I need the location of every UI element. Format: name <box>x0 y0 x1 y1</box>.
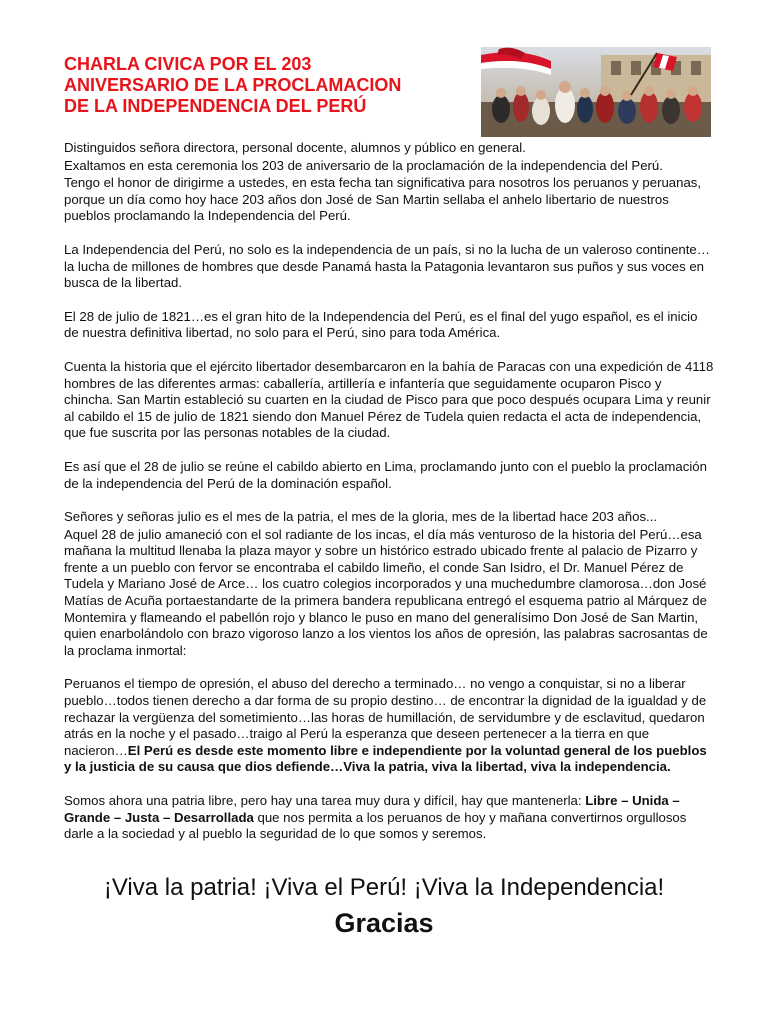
paragraph-honor: Tengo el honor de dirigirme a ustedes, en esta fecha tan significativa para nosotros los peruanos y peruanas, porque un día como hoy hace 203 años don José de San Martin sellaba el anhelo libertario de nuestros pueblos proclamando la Independencia del Perú. <box>64 175 702 224</box>
proclama-text: Peruanos el tiempo de opresión, el abuso del derecho a terminado… no vengo a conquistar, si no a liberar pueblo…todos tienen derecho a dar forma de su propio destino… de encontrar la dignidad de la igualdad y de rechazar la vergüenza del sometimiento…las horas de humillación, de servidumbre y de esclavitud, quedaron atrás en la noche y el pasado…traigo al Perú la esperanza que deseen pertenecer a la tierra en que nacieron… <box>64 676 707 758</box>
closing-viva: ¡Viva la patria! ¡Viva el Perú! ¡Viva la Independencia! <box>103 874 665 901</box>
paragraph-patria-libre <box>64 793 714 843</box>
title-line-1: CHARLA CIVICA POR EL 203 <box>64 54 312 74</box>
title-line-2: ANIVERSARIO DE LA PROCLAMACION <box>64 75 402 95</box>
paragraph-proclama <box>64 676 714 776</box>
document-title <box>64 54 464 117</box>
paragraph-independencia: La Independencia del Perú, no solo es la independencia de un país, si no la lucha de un valeroso continente… la lucha de millones de hombres que desde Panamá hasta la Patagonia levantaron sus puños y sus voces en busca de la libertad. <box>64 241 710 291</box>
paragraph-aquel-28: Aquel 28 de julio amaneció con el sol radiante de los incas, el día más venturoso de la historia del Perú…esa mañana la multitud llenaba la plaza mayor y sobre un histórico estrado ubicado frente al palacio de Pizarro y frente a un pueblo con fervor se encontraba el cabildo limeño, el conde San Isidro, el Dr. Manuel Pérez de Tudela y Mariano José de Arce… los cuatro colegios incorporados y una muchedumbre clamorosa…don José Matías de Acuña portaestandarte de la primera bandera republicana entregó el esquema patrio al Márquez de Montemira y flameando el pabellón rojo y blanco le puso en mano del generalísimo Don José de San Martin, quien enarbolándolo con brazo vigoroso lanzo a los vientos los años de opresión, las palabras sacrosantas de la proclama inmortal: <box>64 526 708 658</box>
proclama-bold-text: El Perú es desde este momento libre e independiente por la voluntad general de los pueblos y la justicia de su causa que dios defiende…Viva la patria, viva la libertad, viva la independencia. <box>64 742 707 775</box>
paragraph-exaltamos: Exaltamos en esta ceremonia los 203 de aniversario de la proclamación de la independencia del Perú. <box>64 157 663 173</box>
title-line-3: DE LA INDEPENDENCIA DEL PERÚ <box>64 96 367 116</box>
paragraph-28-julio: El 28 de julio de 1821…es el gran hito de la Independencia del Perú, es el final del yugo español, es el inicio de nuestra definitiva libertad, no solo para el Perú, sino para toda América. <box>64 308 698 341</box>
patria-libre-text-a: Somos ahora una patria libre, pero hay una tarea muy dura y difícil, hay que mantenerla: <box>64 793 586 808</box>
patria-libre-text-b: que nos permita a los peruanos de hoy y mañana convertirnos orgullosos darle a la sociedad y al pueblo la seguridad de lo que somos y seremos. <box>64 809 687 842</box>
paragraph-historia: Cuenta la historia que el ejército libertador desembarcaron en la bahía de Paracas con una expedición de 4118 hombres de las diferentes armas: caballería, artillería e infantería que seguidamente ocuparon Pisco y chincha. San Martin estableció su cuarten en la ciudad de Pisco para que poco después ocupara Lima y reunir al cabildo el 15 de julio de 1821 siendo don Manuel Pérez de Tudela quien redacta el acta de independencia, que fue suscrita por las personas notables de la ciudad. <box>64 358 714 441</box>
speech-body <box>64 140 714 843</box>
paragraph-mes-patria: Señores y señoras julio es el mes de la patria, el mes de la gloria, mes de la libertad hace 203 años... <box>64 509 658 525</box>
patria-libre-bold-values: Libre – Unida –Grande – Justa – Desarrollada <box>64 793 680 825</box>
paragraph-greeting: Distinguidos señora directora, personal docente, alumnos y público en general. <box>64 140 526 155</box>
paragraph-cabildo: Es así que el 28 de julio se reúne el cabildo abierto en Lima, proclamando junto con el pueblo la proclamación de la independencia del Perú de la dominación español. <box>64 458 707 491</box>
closing-gracias: Gracias <box>334 908 434 938</box>
proclamation-painting-image <box>481 47 711 137</box>
